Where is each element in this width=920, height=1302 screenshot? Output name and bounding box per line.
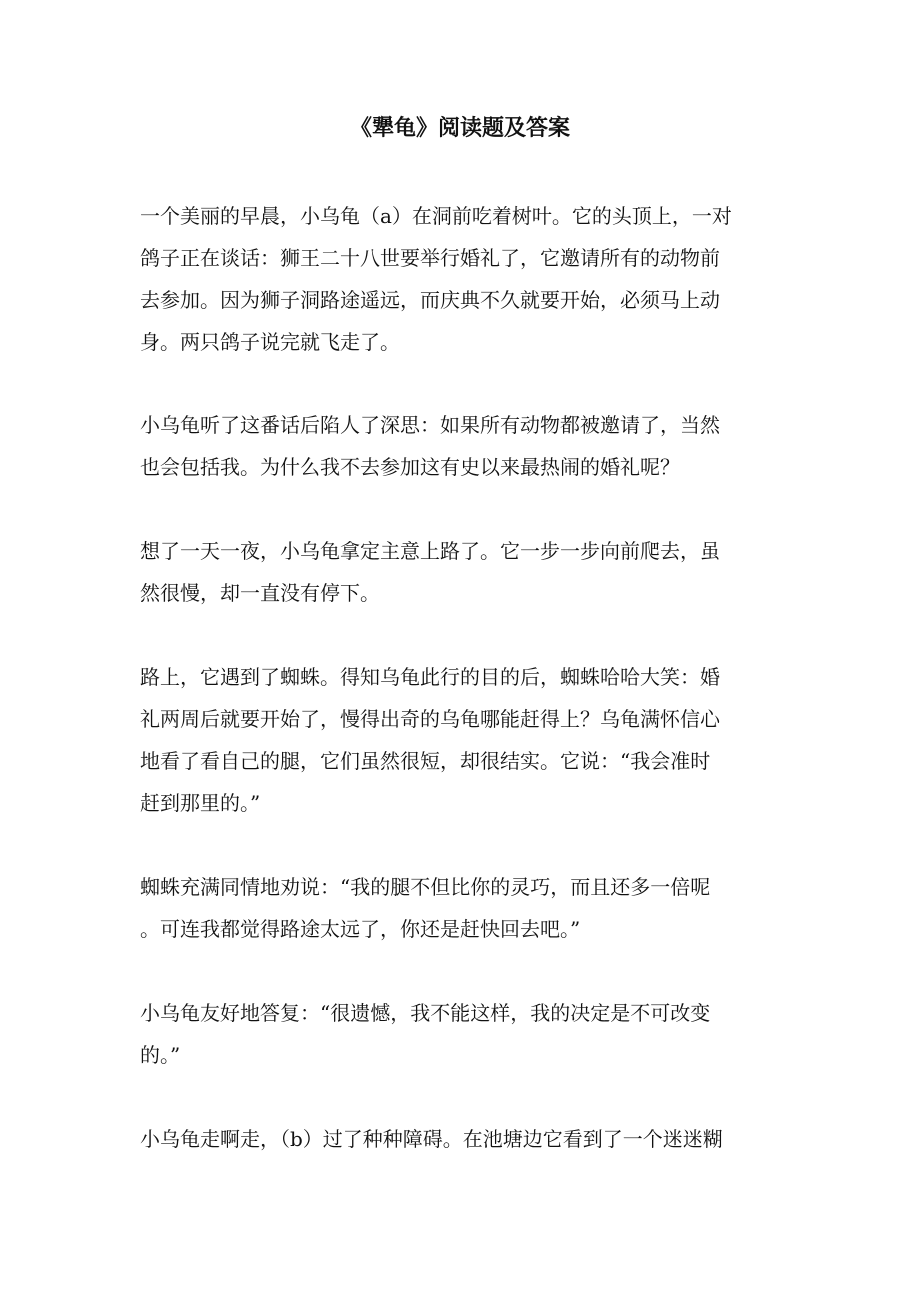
text-line: 去参加。因为狮子洞路途遥远，而庆典不久就要开始，必须马上动 bbox=[140, 288, 720, 312]
text-line: 路上，它遇到了蜘蛛。得知乌龟此行的目的后，蜘蛛哈哈大笑：婚 bbox=[140, 665, 720, 689]
text-line: 小乌龟走啊走，（b）过了种种障碍。在池塘边它看到了一个迷迷糊 bbox=[140, 1127, 723, 1151]
text-line: 。可连我都觉得路途太远了，你还是赶快回去吧。” bbox=[140, 917, 581, 941]
text-line: 也会包括我。为什么我不去参加这有史以来最热闹的婚礼呢？ bbox=[140, 455, 680, 479]
text-line: 一个美丽的早晨，小乌龟（a）在洞前吃着树叶。它的头顶上，一对 bbox=[140, 204, 732, 228]
text-line: 鸽子正在谈话：狮王二十八世要举行婚礼了，它邀请所有的动物前 bbox=[140, 246, 720, 270]
text-line: 小乌龟友好地答复：“很遗憾，我不能这样，我的决定是不可改变 bbox=[140, 1001, 711, 1025]
text-line: 然很慢，却一直没有停下。 bbox=[140, 581, 380, 605]
text-line: 的。” bbox=[140, 1043, 181, 1067]
text-line: 礼两周后就要开始了，慢得出奇的乌龟哪能赶得上？乌龟满怀信心 bbox=[140, 707, 720, 731]
text-line: 小乌龟听了这番话后陷人了深思：如果所有动物都被邀请了，当然 bbox=[140, 413, 720, 437]
text-line: 赶到那里的。” bbox=[140, 791, 261, 815]
text-line: 身。两只鸽子说完就飞走了。 bbox=[140, 330, 400, 354]
page-title: 《犟龟》阅读题及答案 bbox=[349, 115, 570, 141]
text-line: 蜘蛛充满同情地劝说：“我的腿不但比你的灵巧，而且还多一倍呢 bbox=[140, 875, 711, 899]
text-line: 地看了看自己的腿，它们虽然很短，却很结实。它说：“我会准时 bbox=[140, 749, 711, 773]
text-line: 想了一天一夜，小乌龟拿定主意上路了。它一步一步向前爬去，虽 bbox=[140, 539, 720, 563]
